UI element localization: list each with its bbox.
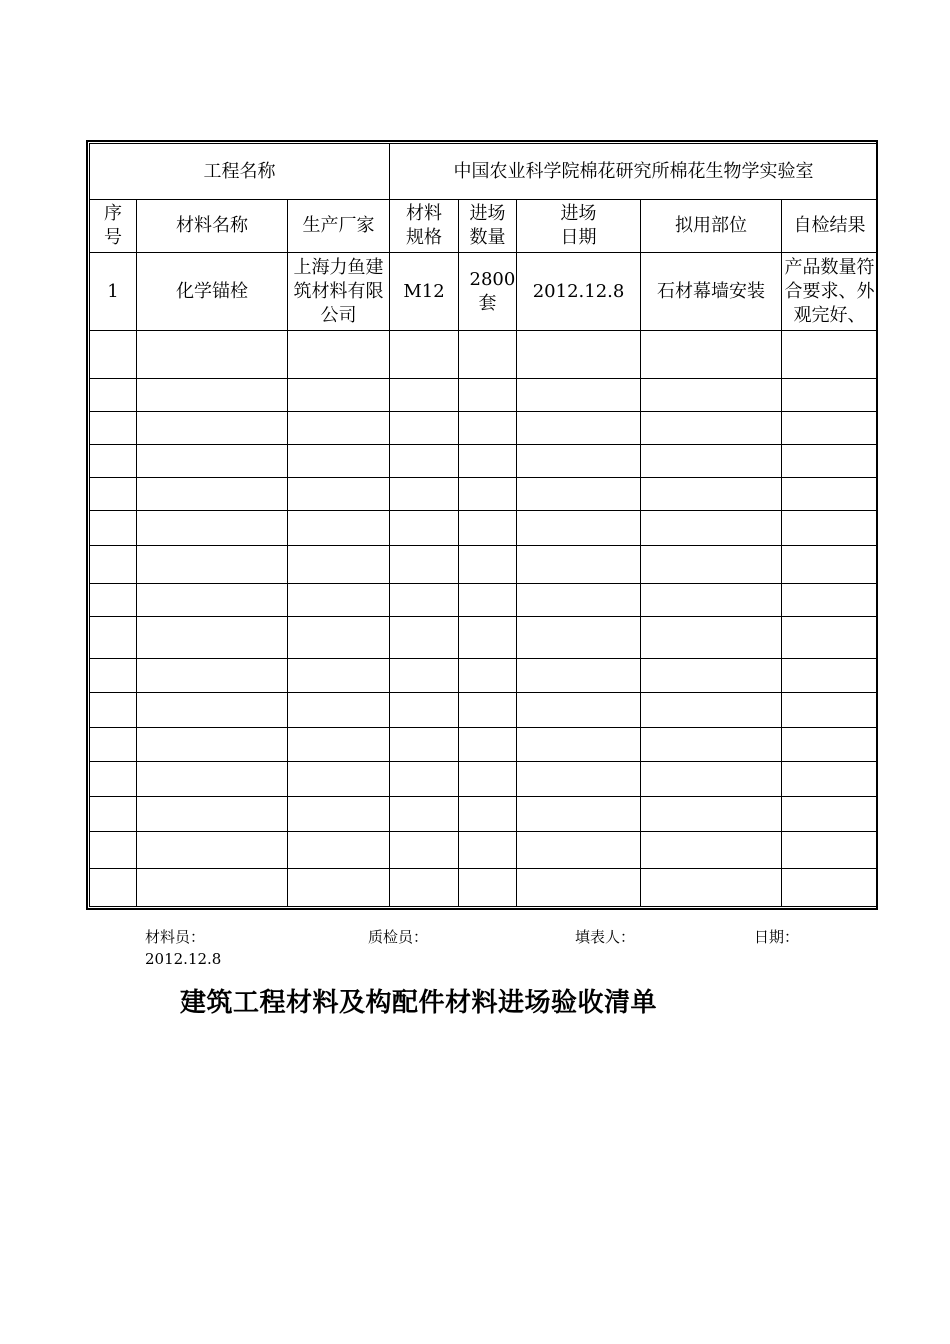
header-row xyxy=(90,200,878,253)
empty-row xyxy=(90,511,878,545)
row-usage: 石材幕墙安装 xyxy=(641,253,782,330)
row-result: 产品数量符合要求、外观完好、 xyxy=(782,253,878,330)
form-filler-label: 填表人： xyxy=(575,928,636,946)
empty-row xyxy=(90,868,878,906)
project-name-value: 中国农业科学院棉花研究所棉花生物学实验室 xyxy=(390,144,878,200)
empty-row xyxy=(90,693,878,728)
project-row xyxy=(90,144,878,200)
empty-row xyxy=(90,831,878,868)
row-entry-date: 2012.12.8 xyxy=(517,253,641,330)
empty-row xyxy=(90,445,878,478)
empty-row xyxy=(90,797,878,831)
empty-row xyxy=(90,478,878,511)
empty-row xyxy=(90,762,878,797)
header-result: 自检结果 xyxy=(782,200,878,253)
row-material-name: 化学锚栓 xyxy=(137,253,288,330)
header-entry-date: 进场日期 xyxy=(517,200,641,253)
header-quantity: 进场数量 xyxy=(459,200,517,253)
material-clerk-label: 材料员： xyxy=(145,928,206,946)
date-label: 日期： xyxy=(754,928,800,946)
empty-row xyxy=(90,412,878,445)
row-manufacturer: 上海力鱼建筑材料有限公司 xyxy=(288,253,390,330)
header-usage: 拟用部位 xyxy=(641,200,782,253)
row-seq: 1 xyxy=(90,253,137,330)
project-name-label: 工程名称 xyxy=(90,144,390,200)
empty-row xyxy=(90,658,878,692)
header-material-name: 材料名称 xyxy=(137,200,288,253)
empty-row xyxy=(90,616,878,658)
acceptance-table-frame xyxy=(86,140,878,910)
quality-inspector-label: 质检员： xyxy=(368,928,429,946)
table-row xyxy=(90,253,878,330)
row-quantity: 2800套 xyxy=(459,253,517,330)
empty-row xyxy=(90,330,878,378)
empty-row xyxy=(90,583,878,616)
document-title: 建筑工程材料及构配件材料进场验收清单 xyxy=(180,988,658,1018)
header-seq: 序号 xyxy=(90,200,137,253)
header-manufacturer: 生产厂家 xyxy=(288,200,390,253)
date-value: 2012.12.8 xyxy=(145,950,222,968)
header-spec: 材料规格 xyxy=(390,200,459,253)
acceptance-table xyxy=(89,143,878,907)
row-spec: M12 xyxy=(390,253,459,330)
empty-row xyxy=(90,545,878,583)
empty-row xyxy=(90,378,878,411)
empty-row xyxy=(90,728,878,762)
